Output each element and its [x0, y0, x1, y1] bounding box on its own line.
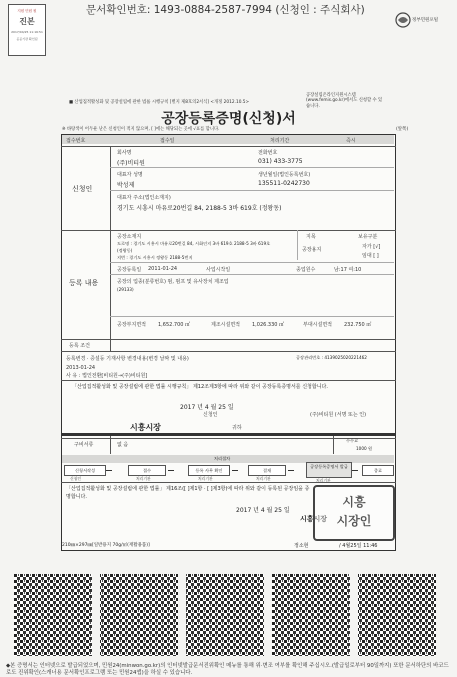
site-area-value: 1,652.700 ㎡ [158, 322, 191, 328]
recipient-suffix: 귀하 [232, 425, 242, 431]
thick-divider [61, 433, 396, 436]
document-confirmation-number: 문서확인번호: 1493-0884-2587-7994 (신청인 : 주식회사) [86, 4, 365, 16]
flow-actor-3: 처리기관 [198, 476, 213, 481]
footer-notice: ◆본 증명서는 인터넷으로 발급되었으며, 민원24(minwon.go.kr)의 인터넷발급문서진위확인 메뉴를 통해 위·변조 여부를 확인해 주십시오.(발급일로부터 90일까지) 또한 문서하단의 바코드로도 진위확인(스캐너용 문서확인프로그램 또는 민원24앱)을 하실 수 있습니다. [6, 663, 449, 676]
employee-count-label: 종업원수 [296, 267, 316, 273]
paper-size-note: 210㎜×297㎜[일반용지 70g/㎡(재활용품)] [62, 543, 150, 548]
company-name-value: (주)비티원 [117, 160, 145, 167]
flow-step-1: 신청서작성 [64, 465, 106, 476]
business-start-label: 사업시작일 [206, 267, 231, 273]
form-instruction: ※ 바탕색이 어두운 난은 신청인이 적지 않으며, [ ]에는 해당되는 곳에 √표를 합니다. [62, 127, 220, 132]
representative-address-label: 대표자 주소(법인소재지) [117, 195, 171, 201]
docs-divider [110, 436, 111, 454]
page-side-label: (앞쪽) [396, 127, 409, 132]
applicant-row-line-2 [110, 190, 394, 191]
stamp-line1: 시흥 [342, 495, 366, 509]
seal-line3: 2017/04/25 11:16:51 [11, 30, 43, 34]
recipient-mayor: 시흥시장 [130, 423, 161, 432]
change-history-label: 등록변경 · 증설등 기재사항 변경내용(변경 날짜 및 내용) [66, 356, 189, 362]
factory-road-address: 도로명 : 경기도 시흥시 마유로20번길 84, 시화인지 3바 619호 2188-5 3바 619호 [117, 241, 271, 246]
certification-top-border [61, 482, 396, 483]
flow-step-5: 공장등록증명서 발급 [306, 462, 352, 478]
representative-address-value: 경기도 시흥시 마유로20번길 84, 2188-5 3바 619호 (정왕동) [117, 205, 282, 212]
applicant-section-label: 신청인 [72, 185, 93, 193]
flow-actor-2: 처리기관 [136, 476, 151, 481]
ownership-owned: 자가 [√] [362, 244, 381, 250]
flow-arrow-4 [288, 470, 294, 471]
registration-conditions-label: 등록 조건 [69, 343, 90, 349]
registration-section-label: 등록 내용 [69, 279, 99, 287]
manufacturing-area-label: 제조시설면적 [211, 322, 240, 328]
certification-signatory: 시흥시장 [300, 515, 328, 523]
factory-location-label: 공장소재지 [117, 234, 142, 240]
receipt-date-label: 접수일 [160, 138, 175, 144]
manufacturing-area-value: 1,026.330 ㎡ [252, 322, 285, 328]
applicant-signature: (주)비티원 (서명 또는 인) [310, 412, 367, 418]
certification-statement: 「산업집적활성화 및 공장설립에 관한 법률」 제16조([ ]제1항 · [ ]제3항)에 따라 위와 같이 등록된 공장임을 증명합니다. [66, 486, 310, 500]
required-documents-value: 없 음 [117, 442, 129, 448]
registration-divider [110, 230, 111, 339]
ownership-label: 보유구분 [358, 234, 378, 240]
seal-line2: 진본 [19, 17, 35, 26]
registration-top-border [61, 230, 396, 231]
online-notice: 공장설립온라인지원시스템(www.femis.go.kr)에서도 신청할 수 있습니다. [306, 93, 383, 109]
flow-actor-5: 처리기관 [316, 478, 331, 483]
factory-address-extra: (정왕동) [117, 248, 133, 253]
application-date: 2017 년 4 월 25 일 [180, 404, 234, 411]
registration-row-line-3 [110, 316, 394, 317]
auxiliary-area-value: 232.750 ㎡ [344, 322, 372, 328]
auxiliary-area-label: 부대시설면적 [303, 322, 332, 328]
fee-divider [333, 436, 334, 454]
phone-label: 전화번호 [258, 150, 278, 156]
flow-step-4: 결재 [248, 465, 286, 476]
flow-step-6: 종료 [362, 465, 394, 476]
applicant-signature-label: 신청인 [203, 412, 218, 418]
employee-count-value: 남:17 여:10 [334, 267, 362, 273]
phone-value: 031) 433-3775 [258, 158, 303, 165]
process-label: 처리절차 [214, 456, 231, 461]
authenticity-seal [8, 4, 46, 56]
flow-arrow-3 [232, 470, 238, 471]
industry-code: (29133) [117, 287, 134, 292]
conditions-top-border [61, 339, 396, 340]
registration-row-line [110, 262, 394, 263]
flow-arrow-5 [352, 470, 358, 471]
change-date: 2013-01-24 [66, 365, 96, 371]
representative-name-label: 대표자 성명 [117, 172, 143, 178]
official-seal-stamp [313, 485, 395, 541]
government-logo-text: 정부민원포털 [412, 18, 439, 23]
registration-date-label: 공장등록일 [117, 267, 142, 273]
land-category-label: 지목 [306, 234, 316, 240]
factory-lot-address: 지번 : 경기도 시흥시 정왕동 2188-5번지 [117, 255, 193, 260]
factory-management-number: 공장관리번호 : 4139025020221462 [296, 355, 367, 360]
industry-type: 공장의 업종(분류번호) 펌, 펌프 및 유사장치 제조업 [117, 279, 229, 285]
representative-name-value: 박성제 [117, 182, 135, 189]
law-reference: ■ 산업집적활성화 및 공장설립에 관한 법률 시행규칙 [별지 제8호의2서식] <개정 2012.10.5> [69, 100, 250, 105]
conditions-divider [110, 339, 111, 351]
receipt-row [62, 135, 394, 144]
flow-arrow-2 [168, 470, 174, 471]
processing-period-value: 즉시 [346, 138, 356, 144]
stamp-line2: 시장인 [336, 514, 372, 528]
receipt-number-label: 접수번호 [66, 138, 86, 144]
land-category-value: 공장용지 [302, 247, 322, 253]
issue-time: / 4월25일 11:46 [339, 543, 378, 549]
application-statement: 「산업집적활성화 및 공장설립에 관한 법률 시행규칙」 제12조제3항에 따라 위와 같이 공장등록증명서를 신청합니다. [72, 384, 328, 390]
fee-label: 수수료 [346, 438, 359, 443]
change-top-border [61, 351, 396, 352]
verification-barcode [14, 574, 444, 659]
statement-top-border [61, 380, 396, 381]
flow-actor-4: 처리기관 [256, 476, 271, 481]
government-logo [394, 9, 440, 31]
flow-arrow-1 [106, 470, 112, 471]
ownership-leased: 임대 [ ] [362, 253, 379, 259]
applicant-row-line [110, 167, 394, 168]
flow-step-3: 등록 사무 확인 [188, 465, 230, 476]
birth-date-value: 135511-0242730 [258, 180, 310, 187]
birth-date-label: 생년월일(법인등록번호) [258, 172, 311, 178]
seal-line1: 지원 민원 원 [17, 9, 37, 13]
company-name-label: 회사명 [117, 150, 132, 156]
zone-divider [297, 230, 298, 260]
required-documents-label: 구비서류 [74, 442, 94, 448]
issuer-name: 정소현 [294, 543, 309, 549]
change-reason: 사 유 : 법인전환[비티원→(주)비티원] [66, 373, 148, 379]
seal-line4: 공공기관 확인됨 [16, 37, 38, 41]
processing-period-label: 처리기간 [270, 138, 290, 144]
registration-row-line-2 [110, 274, 394, 275]
registration-date-value: 2011-01-24 [148, 266, 178, 272]
applicant-divider [110, 146, 111, 230]
barcode-icon [14, 574, 444, 659]
applicant-top-border [61, 146, 396, 147]
certification-date: 2017 년 4 월 25 일 [236, 507, 290, 514]
flow-actor-1: 신청인 [70, 476, 82, 481]
document-title: 공장등록증명(신청)서 [161, 111, 296, 127]
site-area-label: 공장부지면적 [117, 322, 146, 328]
fee-value: 1000 원 [356, 446, 373, 451]
flow-step-2: 접수 [128, 465, 166, 476]
